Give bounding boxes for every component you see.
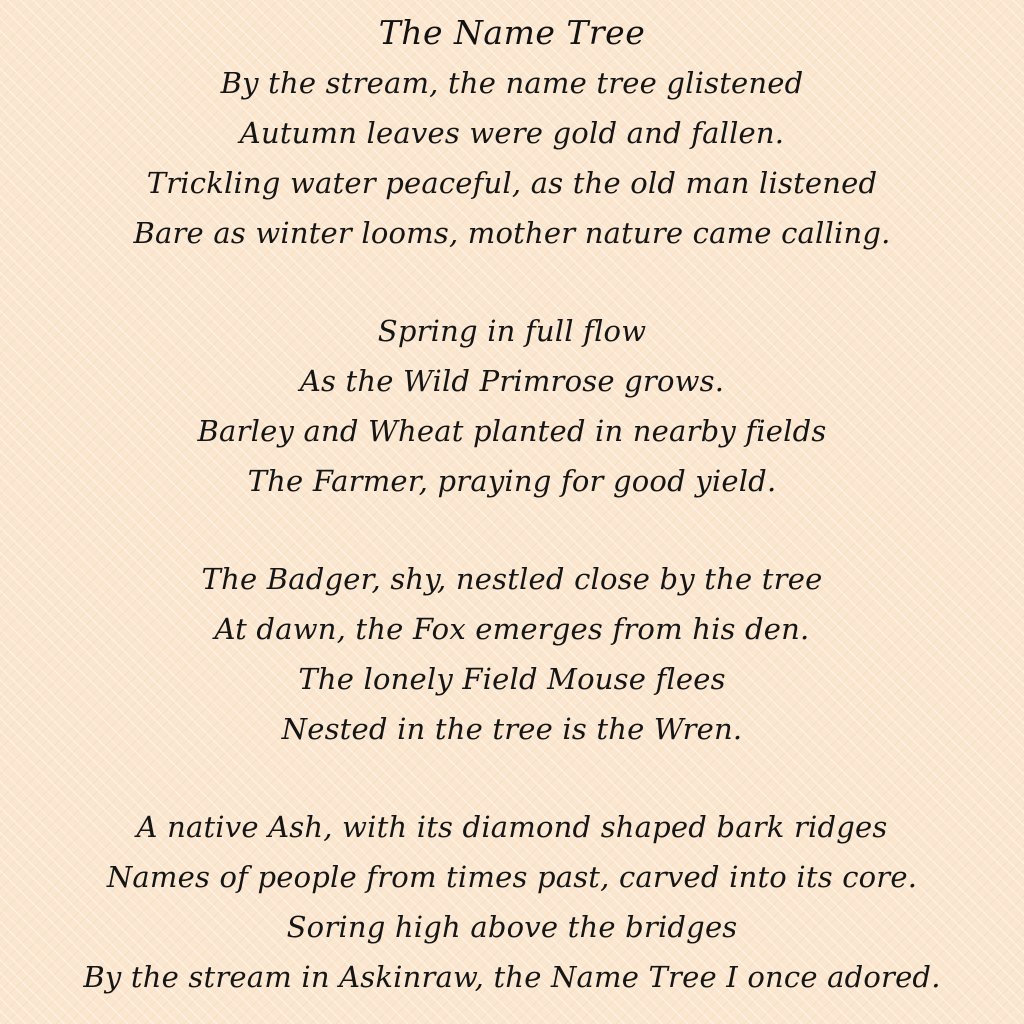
poem-line: A native Ash, with its diamond shaped bark ridges <box>136 810 888 844</box>
poem-line: Barley and Wheat planted in nearby fields <box>197 414 827 448</box>
poem-line: Autumn leaves were gold and fallen. <box>239 116 785 150</box>
stanza-3 <box>0 554 1024 754</box>
stanza-2 <box>0 306 1024 506</box>
poem-line: Spring in full flow <box>377 314 647 348</box>
poem-body <box>0 8 1024 1002</box>
poem-line: The lonely Field Mouse flees <box>298 662 726 696</box>
poem-line: By the stream in Askinraw, the Name Tree I once adored. <box>83 960 941 994</box>
page-title: The Name Tree <box>378 13 646 52</box>
stanza-1 <box>0 58 1024 258</box>
poem-line: As the Wild Primrose grows. <box>299 364 725 398</box>
poem-line: Names of people from times past, carved into its core. <box>106 860 918 894</box>
poem-line: The Badger, shy, nestled close by the tree <box>201 562 823 596</box>
poem-line: Trickling water peaceful, as the old man listened <box>146 166 878 200</box>
poem-line: The Farmer, praying for good yield. <box>247 464 777 498</box>
poem-line: Soring high above the bridges <box>286 910 738 944</box>
poem-line: Bare as winter looms, mother nature came calling. <box>133 216 891 250</box>
poem-line: Nested in the tree is the Wren. <box>281 712 743 746</box>
poem-line: By the stream, the name tree glistened <box>220 66 804 100</box>
poem-line: At dawn, the Fox emerges from his den. <box>214 612 810 646</box>
stanza-4 <box>0 802 1024 1002</box>
